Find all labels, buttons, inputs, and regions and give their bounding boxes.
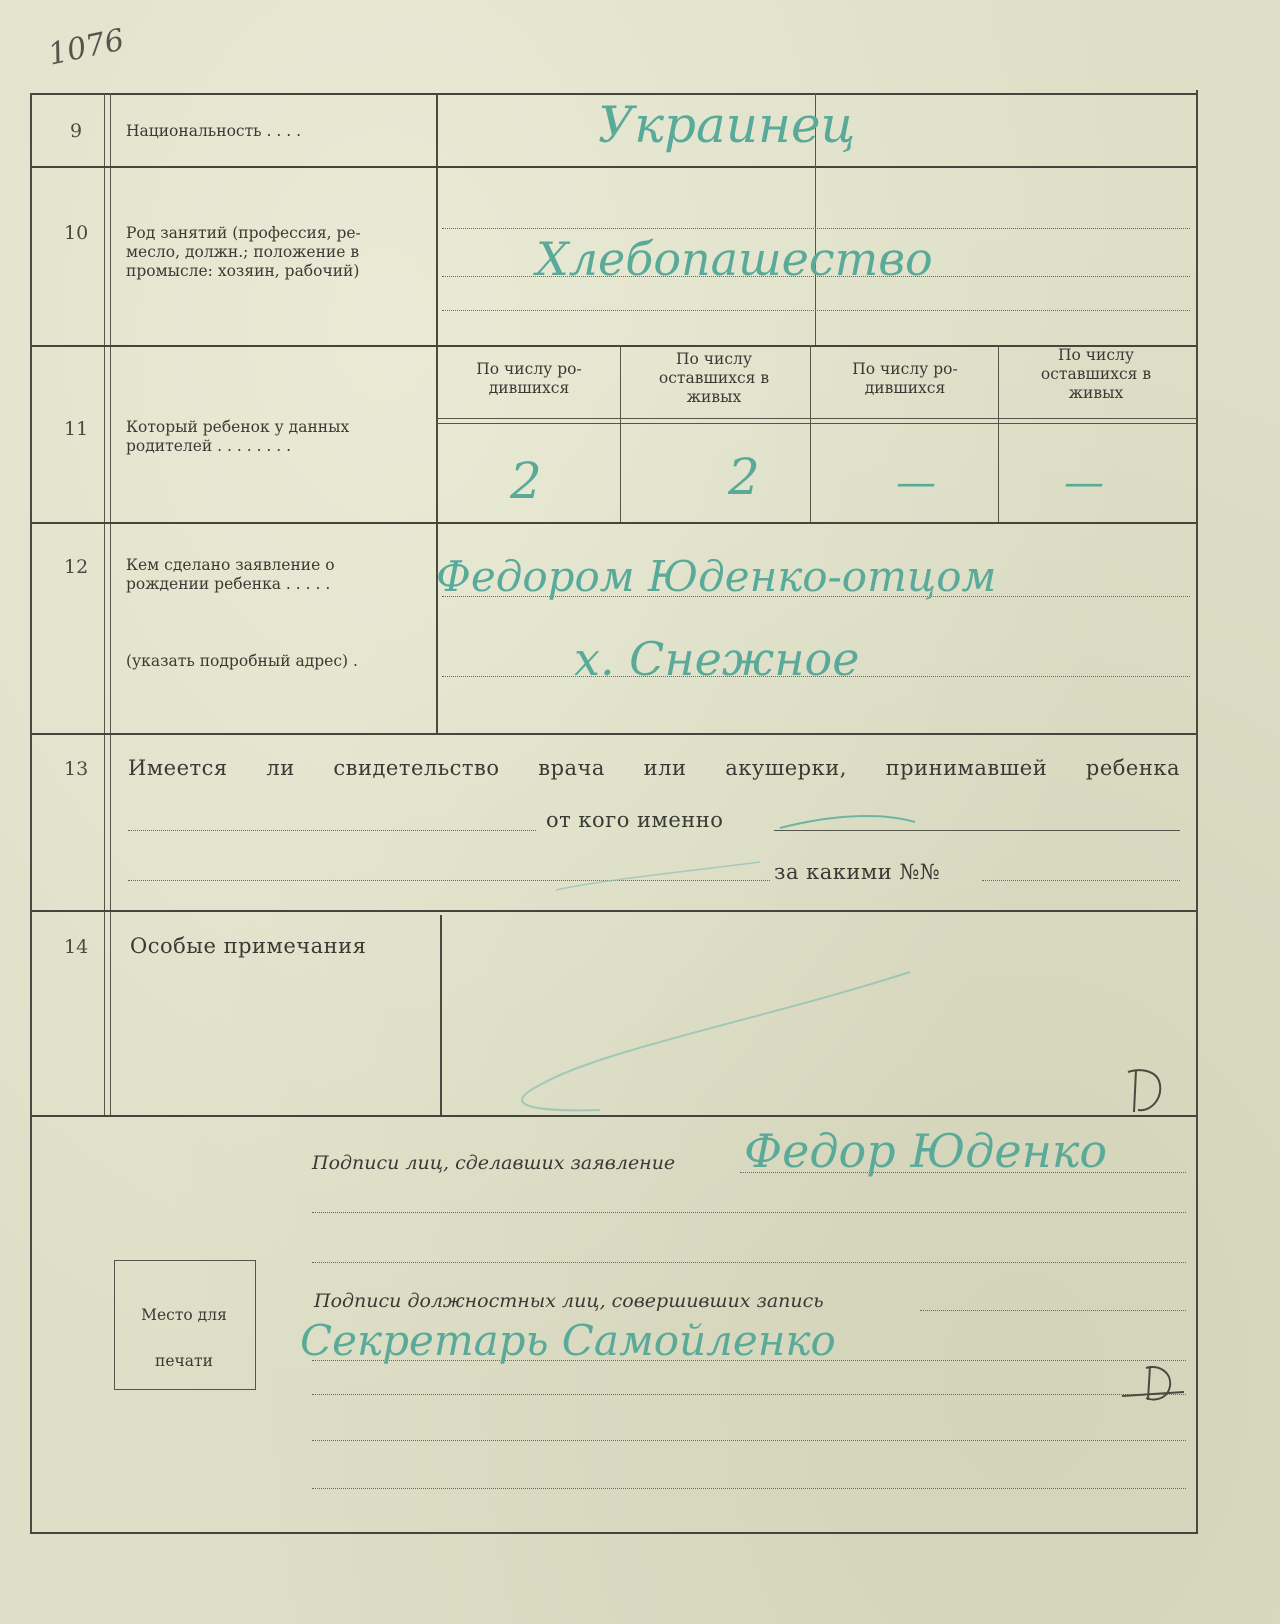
row-12-value-2: х. Снежное bbox=[574, 632, 860, 686]
row-9-value: Украинец bbox=[598, 96, 856, 154]
row-14-number: 14 bbox=[64, 936, 89, 958]
row-11-col-header-3: По числу ро- дившихся bbox=[852, 360, 958, 397]
row-10-number: 10 bbox=[64, 222, 89, 244]
row-12-value-1: Федором Юденко-отцом bbox=[436, 552, 997, 601]
row-10-label: Род занятий (профессия, ре- месло, должн.; положение в промысле: хозяин, рабочий) bbox=[126, 224, 361, 280]
row-13-from-whom: от кого именно bbox=[546, 808, 724, 832]
row-12-sublabel: (указать подробный адрес) . bbox=[126, 652, 358, 670]
applicant-signature: Федор Юденко bbox=[744, 1124, 1108, 1178]
archive-mark: 1076 bbox=[45, 22, 128, 73]
official-signature: Секретарь Самойленко bbox=[300, 1316, 836, 1365]
row-13-numbers-label: за какими №№ bbox=[774, 860, 941, 884]
row-9-label: Национальность . . . . bbox=[126, 122, 302, 140]
row-13-number: 13 bbox=[64, 758, 89, 780]
row-11-label: Который ребенок у данных родителей . . . . . . . . bbox=[126, 418, 350, 455]
row-11-col-header-2: По числу оставшихся в живых bbox=[658, 350, 770, 406]
seal-place-label: Место для печати bbox=[141, 1306, 227, 1370]
row-10-value: Хлебопашество bbox=[536, 232, 933, 286]
row-11-col-header-1: По числу ро- дившихся bbox=[476, 360, 582, 397]
row-11-value-2: 2 bbox=[728, 448, 760, 506]
row-12-label: Кем сделано заявление о рождении ребенка . . . . . bbox=[126, 556, 335, 593]
row-12-number: 12 bbox=[64, 556, 89, 578]
row-11-number: 11 bbox=[64, 418, 89, 440]
row-11-col-header-4: По числу оставшихся в живых bbox=[1040, 346, 1152, 402]
row-14-label: Особые примечания bbox=[130, 934, 367, 958]
applicants-signature-label: Подписи лиц, сделавших заявление bbox=[312, 1152, 676, 1174]
row-11-value-3: — bbox=[896, 460, 936, 506]
row-11-value-4: — bbox=[1064, 460, 1104, 506]
row-11-value-1: 2 bbox=[510, 452, 542, 510]
officials-signature-label: Подписи должностных лиц, совершивших запись bbox=[314, 1290, 824, 1312]
row-9-number: 9 bbox=[70, 120, 83, 142]
row-13-text: Имеется ли свидетельство врача или акушерки, принимавшей ребенка bbox=[128, 756, 1180, 780]
